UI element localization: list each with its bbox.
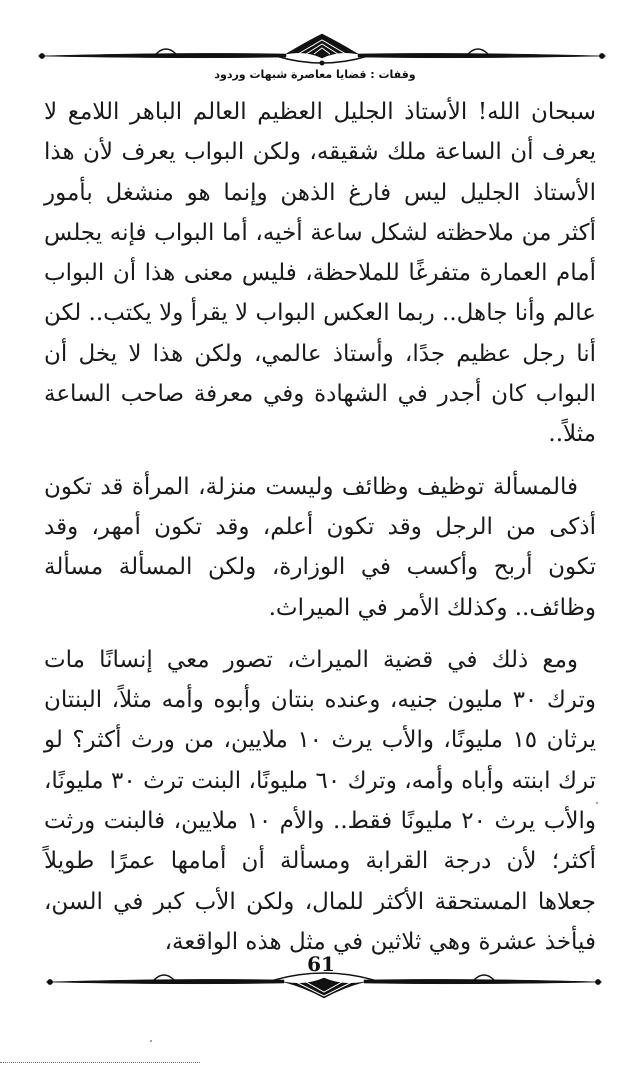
scan-speck xyxy=(150,1040,152,1042)
paragraph-2: فالمسألة توظيف وظائف وليست منزلة، المرأة قد تكون أذكى من الرجل وقد تكون أعلم، وقد تكون أمهر، وقد تكون أربح وأكسب في الوزارة، ولكن المسألة مسألة وظائف.. وكذلك الأمر في الميراث. xyxy=(44,473,596,621)
page-number: 61 xyxy=(307,952,335,976)
paragraph-1: سبحان الله! الأستاذ الجليل العظيم العالم الباهر اللامع لا يعرف أن الساعة ملك شقيقه، ولكن البواب يعرف لأن هذا الأستاذ الجليل ليس فارغ الذهن وإنما هو منشغل بأمور أكثر من ملاحظته لشكل ساعة أخيه، أما البواب فإنه يجلس أمام العمارة متفرغًا للملاحظة، فليس معنى هذا أن البواب عالم وأنا جاهل.. ربما العكس البواب لا يقرأ ولا يكتب.. لكن أنا رجل عظيم جدًا، وأستاذ عالمي، ولكن هذا لا يخل أن البواب كان أجدر في الشهادة وفي معرفة صاحب الساعة مثلاً.. xyxy=(44,99,596,448)
running-head-title: وقفات : قضايا معاصرة شبهات وردود xyxy=(214,68,416,81)
scan-speck xyxy=(596,802,598,804)
scan-edge-line xyxy=(0,1062,200,1063)
paragraph-3: ومع ذلك في قضية الميراث، تصور معي إنسانًا مات وترك ٣٠ مليون جنيه، وعنده بنتان وأبوه وأمه مثلاً، البنتان يرثان ١٥ مليونًا، والأب يرث ١٠ ملايين، من ورث أكثر؟ لو ترك ابنته وأباه وأمه، وترك ٦٠ مليونًا، البنت ترث ٣٠ مليونًا، والأب يرث ٢٠ مليونًا فقط.. والأم ١٠ ملايين، فالبنت ورثت أكثر؛ لأن درجة القرابة ومسألة أن أمامها عمرًا طويلاً جعلاها المستحقة الأكثر للمال، ولكن الأب كبر في السن، فيأخذ عشرة وهي ثلاثين في مثل هذه الواقعة، xyxy=(44,646,597,955)
page-body xyxy=(44,92,596,962)
